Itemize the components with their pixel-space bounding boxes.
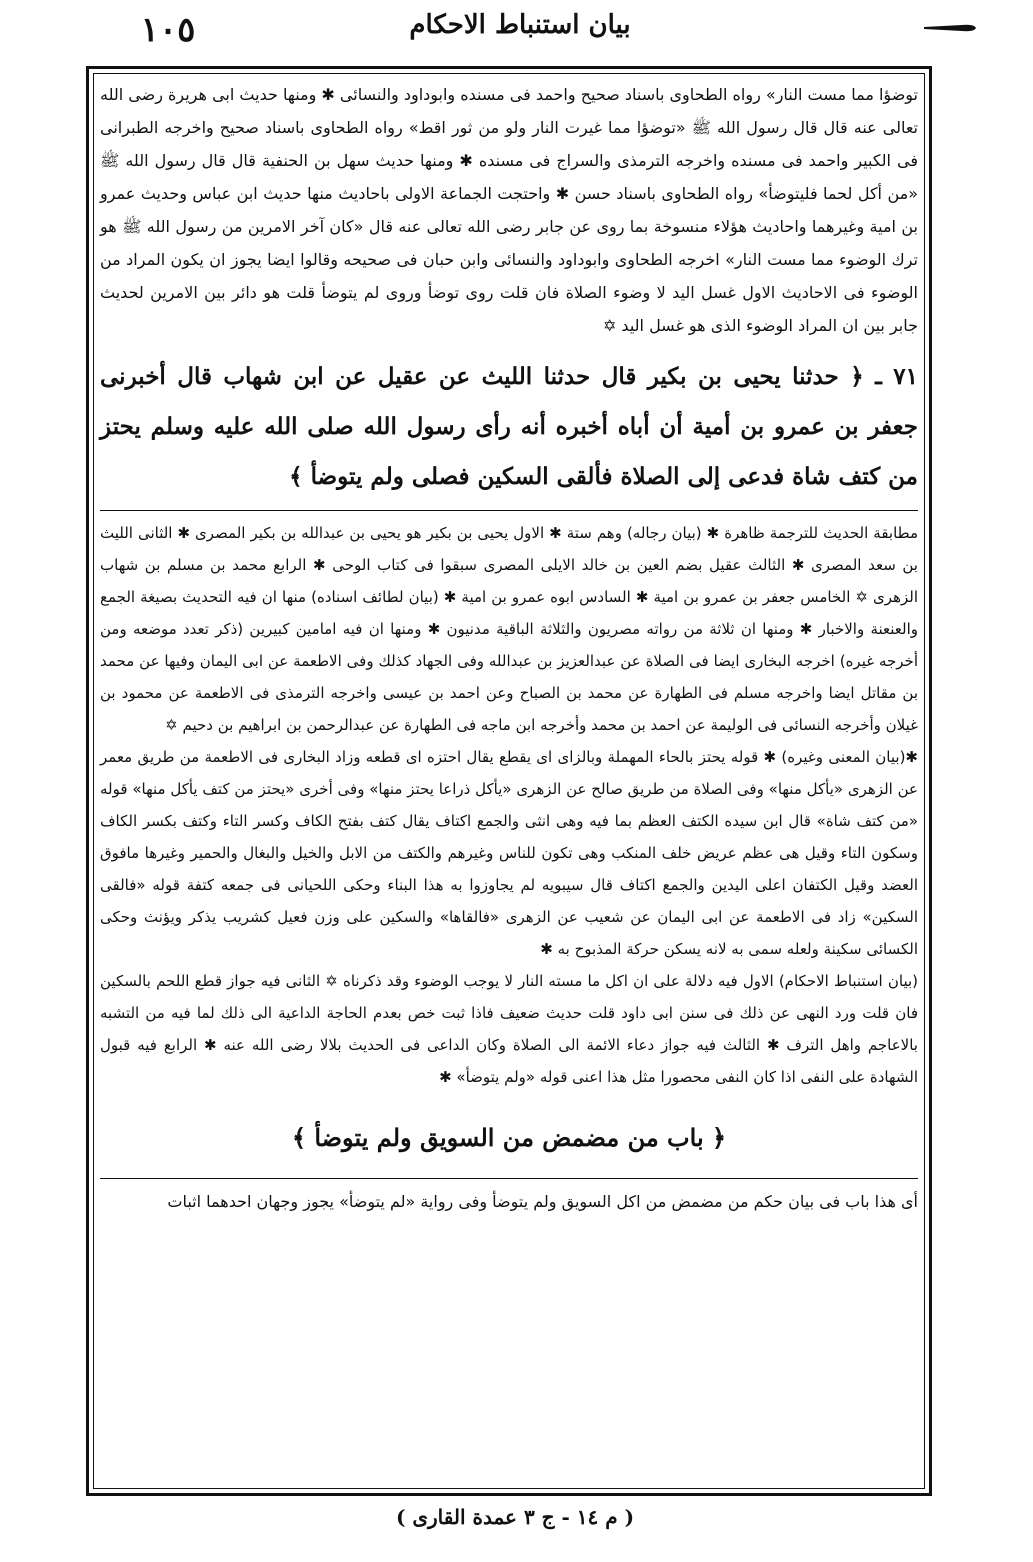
- page-number: ١٠٥: [140, 10, 196, 50]
- main-text: [100, 78, 918, 1217]
- divider: [100, 1178, 918, 1179]
- commentary-paragraph-2: مطابقة الحديث للترجمة ظاهرة ✱ (بيان رجاله) وهم ستة ✱ الاول يحيى بن بكير هو يحيى بن عبدالله بن بكير المصرى ✱ الثانى الليث بن سعد المصرى ✱ الثالث عقيل بضم العين بن خالد الايلى المصرى سبقوا فى كتاب الوحى ✱ الرابع محمد بن مسلم بن شهاب الزهرى ✡ الخامس جعفر بن عمرو بن امية ✱ السادس ابوه عمرو بن امية ✱ (بيان لطائف اسناده) منها ان فيه التحديث بصيغة الجمع والعنعنة والاخبار ✱ ومنها ان ثلاثة من رواته مصريون والثلاثة الباقية مدنيون ✱ ومنها ان فيه امامين كبيرين (ذكر تعدد موضعه ومن أخرجه غيره) اخرجه البخارى ايضا فى الصلاة عن عبدالعزيز بن عبدالله وفى الجهاد كذلك وفى الاطعمة عن ابى اليمان وفيها عن محمد بن مقاتل ايضا واخرجه مسلم فى الطهارة عن محمد بن الصباح وعن احمد بن عيسى واخرجه الترمذى فى الاطعمة عن محمود بن غيلان وأخرجه النسائى فى الوليمة عن احمد بن محمد وأخرجه ابن ماجه فى الطهارة عن عبدالرحمن بن ابراهيم بن دحيم ✡: [100, 524, 918, 734]
- hadith-71: ٧١ ـ ﴿ حدثنا يحيى بن بكير قال حدثنا الليث عن عقيل عن ابن شهاب قال أخبرنى جعفر بن عمرو بن أمية أن أباه أخبره أنه رأى رسول الله صلى الله عليه وسلم يحتز من كتف شاة فدعى إلى الصلاة فألقى السكين فصلى ولم يتوضأ ﴾: [100, 363, 918, 490]
- commentary-paragraph-1: توضؤا مما مست النار» رواه الطحاوى باسناد صحيح واحمد فى مسنده وابوداود والنسائى ✱ ومنها حديث ابى هريرة رضى الله تعالى عنه قال قال رسول الله ﷺ «توضؤا مما غيرت النار ولو من ثور اقط» رواه الطحاوى باسناد صحيح واخرجه الطبرانى فى الكبير واحمد فى مسنده واخرجه الترمذى والسراج فى مسنده ✱ ومنها حديث سهل بن الحنفية قال قال رسول الله ﷺ «من أكل لحما فليتوضأ» رواه الطحاوى باسناد حسن ✱ واحتجت الجماعة الاولى باحاديث منها حديث ابن عباس وحديث عمرو بن امية وغيرهما واحاديث هؤلاء منسوخة بما روى عن جابر رضى الله تعالى عنه قال «كان آخر الامرين من رسول الله ﷺ هو ترك الوضوء مما مست النار» اخرجه الطحاوى وابوداود والنسائى وابن حبان فى صحيحه وقالوا ايضا يجوز ان يكون المراد من الوضوء فى الاحاديث الاول غسل اليد لا وضوء الصلاة فان قلت روى توضأ وروى لم يتوضأ قلت هو دائر بين الامرين لحديث جابر بين ان المراد الوضوء الذى هو غسل اليد ✡: [100, 85, 918, 335]
- running-title: بيان استنباط الاحكام: [409, 10, 631, 40]
- chapter-heading: ﴿ باب من مضمض من السويق ولم يتوضأ ﴾: [291, 1123, 727, 1152]
- commentary-paragraph-3: ✱(بيان المعنى وغيره) ✱ قوله يحتز بالحاء المهملة وبالزاى اى يقطع يقال احتزه اى قطعه وزاد البخارى فى الاطعمة من طريق معمر عن الزهرى «يأكل منها» وفى الصلاة من طريق صالح عن الزهرى «يأكل ذراعا يحتز منها» وفى أخرى «يحتز من كتف يأكل منها» قوله «من كتف شاة» قال ابن سيده الكتف العظم بما فيه وهى انثى والجمع اكتاف يقال كتف بفتح الكاف وكسر التاء وكتف بكسر الكاف وسكون التاء وقيل هى عظم عريض خلف المنكب وهى تكون للناس وغيرهم والكتف من الابل والخيل والبغال والحمير وغيرها مافوق العضد وقيل الكتفان اعلى اليدين والجمع اكتاف قال سيبويه لم يجاوزوا به هذا البناء وحكى اللحيانى فى جمعه كتفة قوله «فالقى السكين» زاد فى الاطعمة عن ابى اليمان عن شعيب عن الزهرى «فالقاها» والسكين على وزن فعيل كشريب يذكر ويؤنث وحكى الكسائى سكينة ولعله سمى به لانه يسكن حركة المذبوح به ✱: [100, 748, 918, 958]
- chapter-opening-line: أى هذا باب فى بيان حكم من مضمض من اكل السويق ولم يتوضأ وفى رواية «لم يتوضأ» يجوز وجهان احدهما اثبات: [167, 1192, 918, 1211]
- commentary-paragraph-4: (بيان استنباط الاحكام) الاول فيه دلالة على ان اكل ما مسته النار لا يوجب الوضوء وقد ذكرناه ✡ الثانى فيه جواز قطع اللحم بالسكين فان قلت ورد النهى عن ذلك فى سنن ابى داود قلت حديث ضعيف فاذا ثبت خص بعدم الحاجة الداعية الى ذلك لما فيه من التشبه بالاعاجم واهل الترف ✱ الثالث فيه جواز دعاء الائمة الى الصلاة وكان الداعى فى الحديث بلالا رضى الله عنه ✱ الرابع فيه قبول الشهادة على النفى اذا كان النفى محصورا مثل هذا اعنى قوله «ولم يتوضأ» ✱: [100, 972, 918, 1086]
- divider: [100, 510, 918, 511]
- footer-signature: ( م ١٤ - ج ٣ عمدة القارى ): [395, 1505, 635, 1529]
- decorative-mark-icon: [922, 22, 978, 34]
